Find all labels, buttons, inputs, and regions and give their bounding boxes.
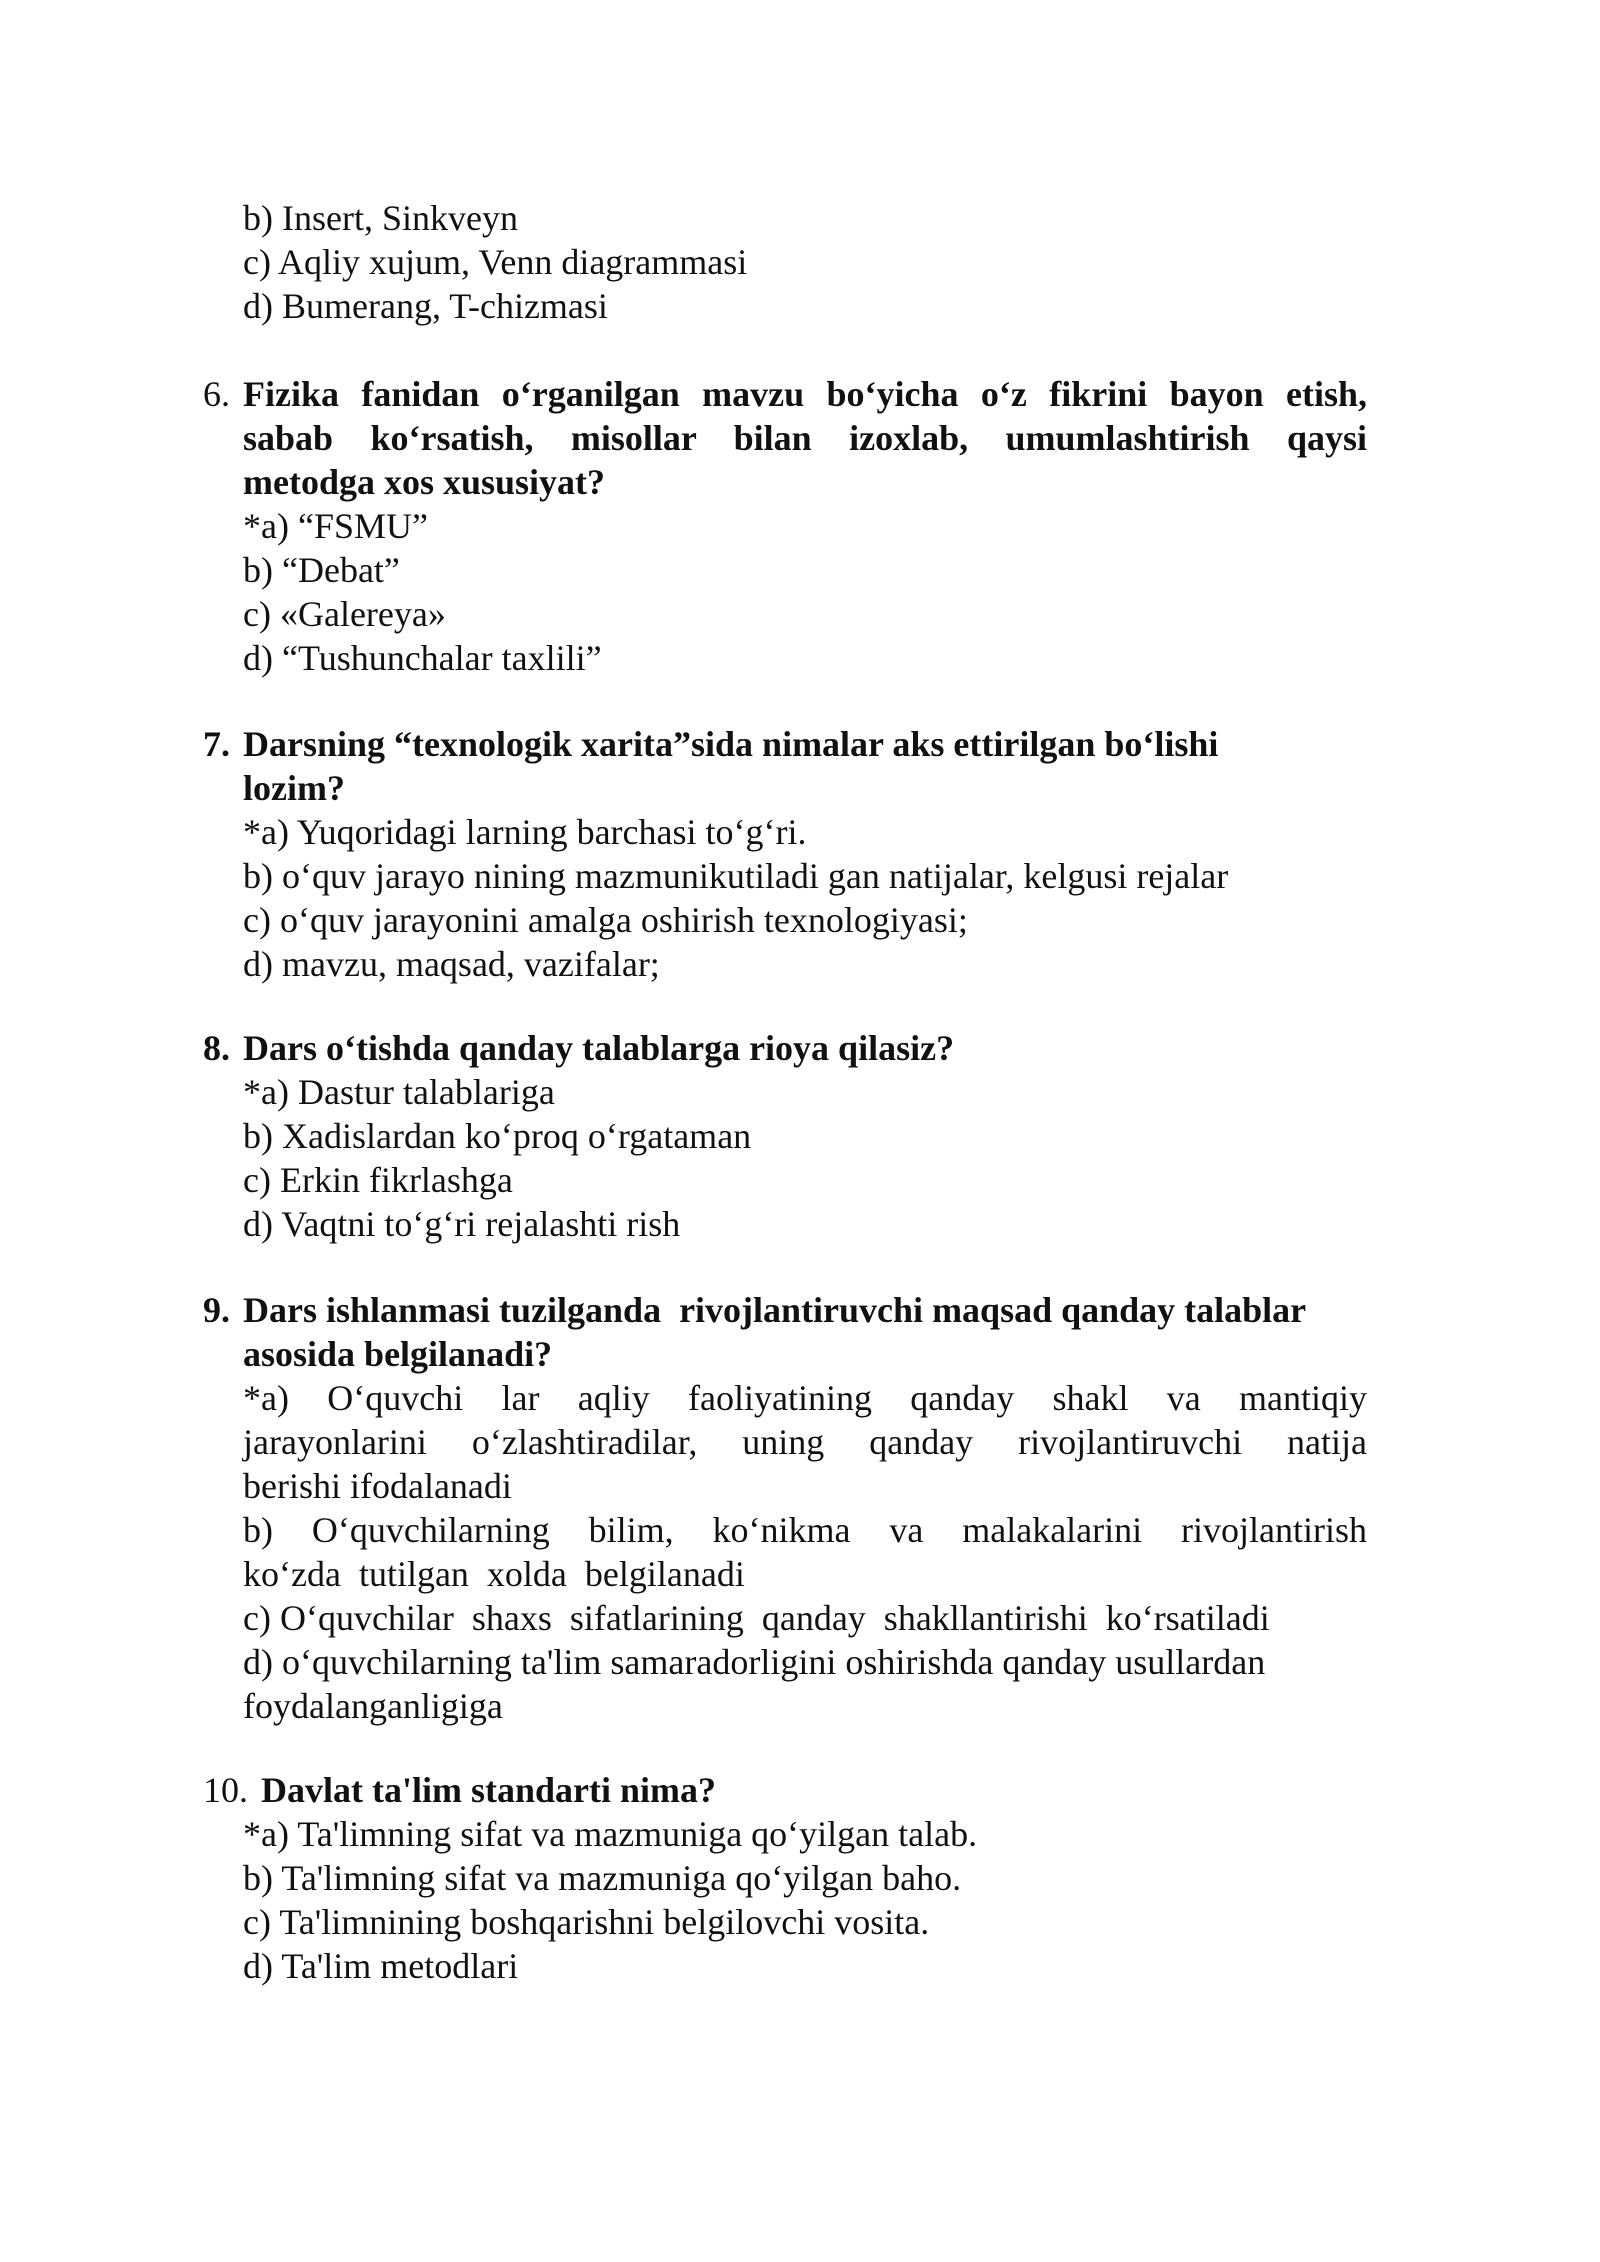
option-d: d) Ta'lim metodlari xyxy=(243,1946,519,1986)
option-d: d) “Tushunchalar taxlili” xyxy=(243,638,602,678)
question-text-line: Dars o‘tishda qanday talablarga rioya qilasiz? xyxy=(243,1028,955,1068)
question-number: 10. xyxy=(203,1770,248,1810)
option-b: b) Ta'limning sifat va mazmuniga qo‘yilgan baho. xyxy=(243,1858,962,1898)
option-c: c) O‘quvchilar shaxs sifatlarining qanday shakllantirishi ko‘rsatiladi xyxy=(243,1598,1270,1638)
question-text-line: Davlat ta'lim standarti nima? xyxy=(261,1770,716,1810)
option-a-continuation: jarayonlarini o‘zlashtiradilar, uning qanday rivojlantiruvchi natija xyxy=(243,1422,1367,1462)
question-number: 7. xyxy=(203,724,230,764)
option-a-correct: *a) “FSMU” xyxy=(243,506,428,546)
question-number: 8. xyxy=(203,1028,230,1068)
option-b: b) Xadislardan ko‘proq o‘rgataman xyxy=(243,1116,752,1156)
option-d: d) Bumerang, T-chizmasi xyxy=(243,286,608,326)
option-c: c) o‘quv jarayonini amalga oshirish texnologiyasi; xyxy=(243,900,968,940)
question-text-line: asosida belgilanadi? xyxy=(243,1334,553,1374)
option-a-correct: *a) Yuqoridagi larning barchasi to‘g‘ri. xyxy=(243,812,807,852)
option-b: b) Insert, Sinkveyn xyxy=(243,198,518,238)
question-text-line: Fizika fanidan o‘rganilgan mavzu bo‘yicha o‘z fikrini bayon etish, xyxy=(243,374,1367,414)
question-text-line: lozim? xyxy=(243,768,345,808)
option-d: d) mavzu, maqsad, vazifalar; xyxy=(243,944,660,984)
question-text-line: Dars ishlanmasi tuzilganda rivojlantiruvchi maqsad qanday talablar xyxy=(243,1290,1307,1330)
question-text-line: metodga xos xususiyat? xyxy=(243,462,606,502)
option-b: b) o‘quv jarayo nining mazmunikutiladi gan natijalar, kelgusi rejalar xyxy=(243,856,1229,896)
option-c: c) Ta'limnining boshqarishni belgilovchi vosita. xyxy=(243,1902,930,1942)
option-b: b) “Debat” xyxy=(243,550,400,590)
option-a-correct: *a) O‘quvchi lar aqliy faoliyatining qanday shakl va mantiqiy xyxy=(243,1378,1367,1418)
option-d-continuation: foydalanganligiga xyxy=(243,1686,503,1726)
question-number: 6. xyxy=(203,374,230,414)
question-number: 9. xyxy=(203,1290,230,1330)
option-d: d) o‘quvchilarning ta'lim samaradorligini oshirishda qanday usullardan xyxy=(243,1642,1266,1682)
option-a-correct: *a) Dastur talablariga xyxy=(243,1072,555,1112)
question-text-line: Darsning “texnologik xarita”sida nimalar aks ettirilgan bo‘lishi xyxy=(243,724,1219,764)
option-c: c) Erkin fikrlashga xyxy=(243,1160,513,1200)
option-c: c) Aqliy xujum, Venn diagrammasi xyxy=(243,242,748,282)
option-c: c) «Galereya» xyxy=(243,594,446,634)
question-text-line: sabab ko‘rsatish, misollar bilan izoxlab, umumlashtirish qaysi xyxy=(243,418,1367,458)
option-a-correct: *a) Ta'limning sifat va mazmuniga qo‘yilgan talab. xyxy=(243,1814,978,1854)
option-b: b) O‘quvchilarning bilim, ko‘nikma va malakalarini rivojlantirish xyxy=(243,1510,1367,1550)
option-d: d) Vaqtni to‘g‘ri rejalashti rish xyxy=(243,1204,681,1244)
option-a-continuation: berishi ifodalanadi xyxy=(243,1466,512,1506)
option-b-continuation: ko‘zda tutilgan xolda belgilanadi xyxy=(243,1554,745,1594)
